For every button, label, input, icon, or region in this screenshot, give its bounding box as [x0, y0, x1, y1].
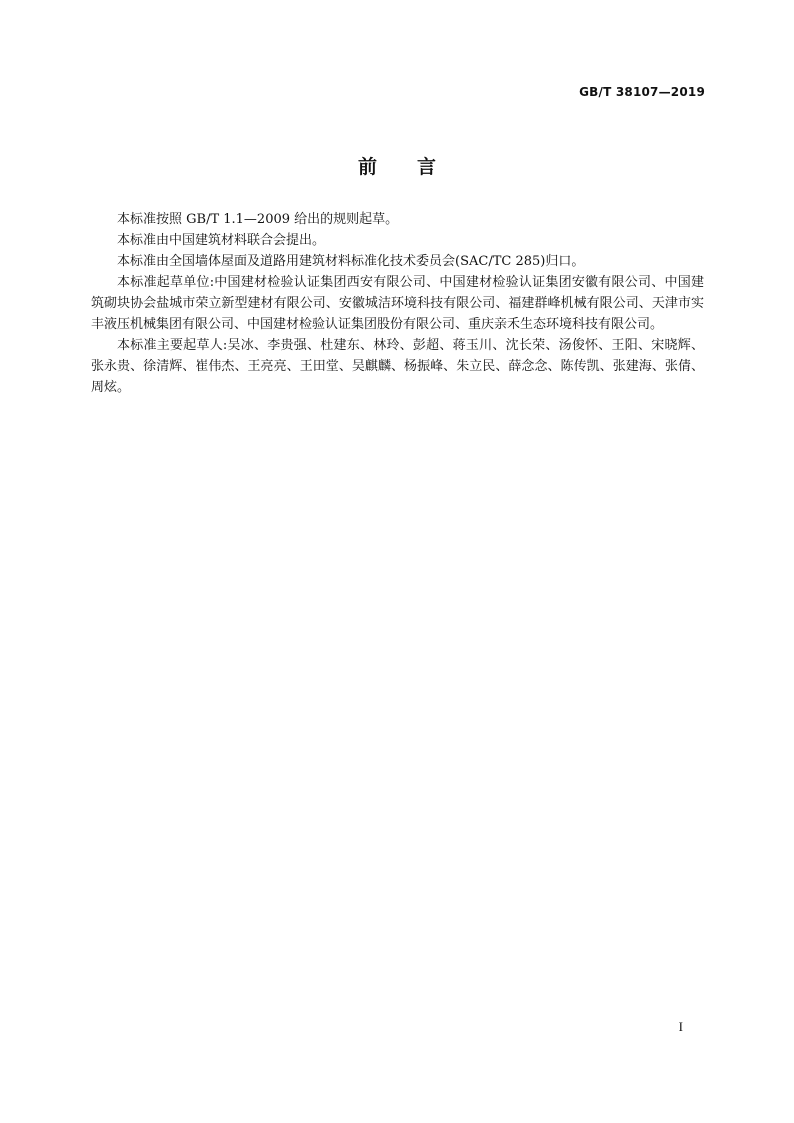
preface-body [91, 209, 704, 398]
paragraph-drafting-units: 本标准起草单位:中国建材检验认证集团西安有限公司、中国建材检验认证集团安徽有限公司、中国建筑砌块协会盐城市荣立新型建材有限公司、安徽城洁环境科技有限公司、福建群峰机械有限公司、天津市实丰液压机械集团有限公司、中国建材检验认证集团股份有限公司、重庆亲禾生态环境科技有限公司。 [91, 275, 704, 332]
standard-code: GB/T 38107—2019 [579, 85, 705, 99]
paragraph-drafting-rules: 本标准按照 GB/T 1.1—2009 给出的规则起草。 [117, 212, 399, 227]
paragraph-drafters: 本标准主要起草人:吴冰、李贵强、杜建东、林玲、彭超、蒋玉川、沈长荣、汤俊怀、王阳、宋晓辉、张永贵、徐清辉、崔伟杰、王亮亮、王田堂、吴麒麟、杨振峰、朱立民、薛念念、陈传凯、张建海、张倩、周炫。 [91, 338, 704, 395]
paragraph-administrator: 本标准由全国墙体屋面及道路用建筑材料标准化技术委员会(SAC/TC 285)归口。 [117, 254, 585, 269]
page-title: 前言 [357, 156, 476, 178]
paragraph-proposer: 本标准由中国建筑材料联合会提出。 [117, 233, 326, 248]
page-number: I [678, 1019, 683, 1034]
